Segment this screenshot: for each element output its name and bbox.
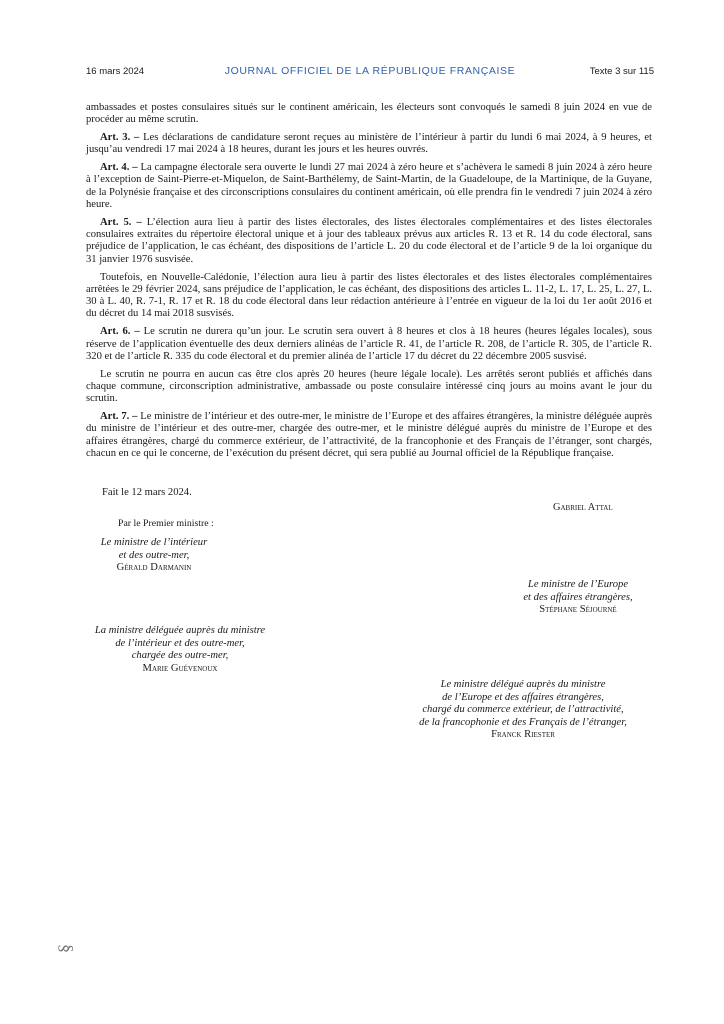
paragraph-text: ambassades et postes consulaires situés sur le continent américain, les électeurs sont convoqués le samedi 8 juin 2024 en vue de procéder au même scrutin. (86, 102, 652, 126)
paragraph-text: L’élection aura lieu à partir des listes électorales, des listes électorales complémentaires et des listes électorales consulaires extraites du répertoire électoral unique et à jour des tableaux prévus aux articles R. 13 et R. 14 du code électoral, sans préjudice de l’application, le cas échéant, des dispositions de l’article L. 20 du code électoral et de l’article 9 de la loi organique du 31 janvier 1976 susvisée. (86, 216, 652, 265)
header-date: 16 mars 2024 (86, 66, 145, 77)
page-header (86, 66, 654, 80)
article-label: Art. 4. – (100, 162, 138, 174)
article-7 (86, 411, 652, 460)
article-3 (86, 132, 652, 157)
article-4 (86, 162, 652, 211)
by-prime-minister: Par le Premier ministre : (118, 518, 214, 529)
signatory-title: chargé du commerce extérieur, de l’attractivité, (422, 704, 624, 715)
signatory-title: et des outre-mer, (118, 549, 190, 561)
signatory-title: de l’Europe et des affaires étrangères, (442, 691, 604, 703)
paragraph-text: La campagne électorale sera ouverte le lundi 27 mai 2024 à zéro heure et s’achèvera le samedi 8 juin 2024 à zéro heure à l’exception de Saint-Pierre-et-Miquelon, de Saint-Barthélemy, de Saint-Martin, de la Guadeloupe, de la Martinique, de la Guyane, de la Polynésie française et des circonscriptions consulaires du continent américain, où elle prendra fin le vendredi 7 juin 2024 à zéro heure. (86, 162, 652, 211)
signatory-name: Marie Guévenoux (142, 662, 218, 674)
signatory-name: Gérald Darmanin (116, 562, 192, 573)
article-6 (86, 326, 652, 363)
paragraph-text: Le ministre de l’intérieur et des outre-mer, le ministre de l’Europe et des affaires étrangères, la ministre déléguée auprès du ministre de l’intérieur et des outre-mer, chargée des outre-mer, et le ministre délégué auprès du ministre de l’Europe et des affaires étrangères, chargé du commerce extérieur, de l’attractivité, de la francophonie et des Français de l’étranger, sont chargés, chacun en ce qui le concerne, de l’exécution du présent décret, qui sera publié au Journal officiel de la République française. (86, 411, 652, 459)
decree-body (86, 102, 652, 466)
article-label: Art. 3. – (100, 132, 140, 144)
signature-commerce (388, 679, 658, 742)
signature-europe (498, 579, 658, 617)
signatory-name: Franck Riester (491, 729, 555, 740)
signatory-title: La ministre déléguée auprès du ministre (94, 625, 266, 636)
prime-minister-name: Gabriel Attal (553, 502, 613, 513)
signatory-title: de la francophonie et des Français de l’étranger, (419, 716, 627, 728)
signatory-name: Stéphane Séjourné (539, 604, 617, 615)
signatory-title: de l’intérieur et des outre-mer, (115, 637, 245, 649)
signatory-title: Le ministre délégué auprès du ministre (440, 679, 606, 690)
paragraph (86, 102, 652, 127)
paragraph-text: Les déclarations de candidature seront reçues au ministère de l’intérieur à partir du lundi 6 mai 2024, à 9 heures, et jusqu’au vendredi 17 mai 2024 à 18 heures, durant les jours et les heures ouvrés. (86, 132, 652, 156)
paragraph-text: Le scrutin ne durera qu’un jour. Le scrutin sera ouvert à 8 heures et clos à 18 heures (heures légales locales), sous réserve de l’application éventuelle des deux derniers alinéas de l’article R. 41, de l’article R. 208, de l’article R. 305, de l’article R. 320 et de l’article R. 335 du code électoral et du premier alinéa de l’article 17 du décret du 22 décembre 2005 susvisé. (86, 326, 652, 362)
signatory-title: chargée des outre-mer, (131, 650, 229, 661)
signatory-title: Le ministre de l’Europe (527, 579, 629, 590)
scan-mark-icon: § (57, 944, 77, 953)
article-label: Art. 7. – (100, 411, 138, 423)
header-texte-number: Texte 3 sur 115 (589, 66, 654, 77)
signature-interieur (80, 537, 228, 575)
article-label: Art. 6. – (100, 326, 140, 338)
paragraph (86, 272, 652, 321)
signature-date: Fait le 12 mars 2024. (102, 487, 192, 498)
article-5 (86, 217, 652, 266)
paragraph (86, 369, 652, 406)
signature-outre-mer (80, 625, 280, 675)
signatory-title: et des affaires étrangères, (523, 591, 633, 603)
paragraph-text: Le scrutin ne pourra en aucun cas être clos après 20 heures (heure légale locale). Les arrêtés seront publiés et affichés dans chaque commune, circonscription administrative, ambassade ou poste consulaire intéressé cinq jours au moins avant le jour du scrutin. (86, 368, 652, 405)
paragraph-text: Toutefois, en Nouvelle-Calédonie, l’élection aura lieu à partir des listes électorales et des listes électorales complémentaires arrêtées le 29 février 2024, sans préjudice de l’application, le cas échéant, des dispositions des articles L. 11-2, L. 17, L. 25, L. 27, L. 30 à L. 40, R. 7-1, R. 17 et R. 18 du code électoral dans leur rédaction antérieure à l’entrée en vigueur de la loi du 1er août 2016 et du décret du 14 mai 2018 susvisés. (86, 271, 652, 320)
journal-title: JOURNAL OFFICIEL DE LA RÉPUBLIQUE FRANÇAISE (224, 65, 516, 77)
article-label: Art. 5. – (100, 216, 142, 228)
signatory-title: Le ministre de l’intérieur (100, 537, 208, 548)
